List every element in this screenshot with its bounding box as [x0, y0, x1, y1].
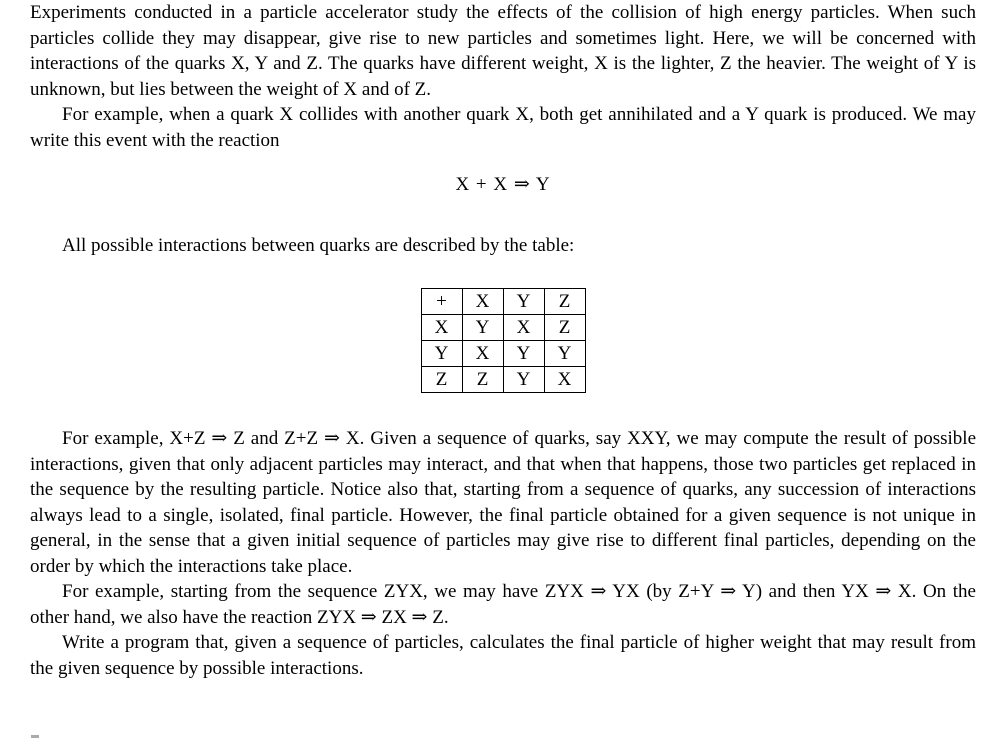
interaction-cell: X — [421, 315, 462, 341]
interaction-cell: Z — [462, 367, 503, 393]
interaction-cell: X — [462, 289, 503, 315]
interaction-table-row — [421, 341, 585, 367]
interaction-table-row — [421, 289, 585, 315]
paragraph-task: Write a program that, given a sequence of particles, calculates the final particle of higher weight that may result from the given sequence by possible interactions. — [30, 632, 976, 679]
reaction-equation: X + X ⇒ Y — [455, 174, 551, 195]
interaction-cell: X — [544, 367, 585, 393]
paragraph-table-intro: All possible interactions between quarks are described by the table: — [62, 234, 575, 256]
interaction-table-row — [421, 315, 585, 341]
interaction-cell: Z — [544, 315, 585, 341]
interaction-cell: X — [503, 315, 544, 341]
paragraph-intro: Experiments conducted in a particle accelerator study the effects of the collision of high energy particles. When such particles collide they may disappear, give rise to new particles and sometimes light. Here, we will be concerned with interactions of the quarks X, Y and Z. The quarks have different weight, X is the lighter, Z the heavier. The weight of Y is unknown, but lies between the weight of X and of Z. — [30, 2, 976, 100]
paragraph-sequence-explanation: For example, X+Z ⇒ Z and Z+Z ⇒ X. Given a sequence of quarks, say XXY, we may compute the result of possible interactions, given that only adjacent particles may interact, and that when that happens, those two particles get replaced in the sequence by the resulting particle. Notice also that, starting from a sequence of quarks, any succession of interactions always lead to a single, isolated, final particle. However, the final particle obtained for a given sequence is not unique in general, in the sense that a given initial sequence of particles may give rise to different final particles, depending on the order by which the interactions take place. — [30, 428, 976, 577]
interaction-cell: Y — [462, 315, 503, 341]
paragraph-example-collision: For example, when a quark X collides with another quark X, both get annihilated and a Y quark is produced. We may write this event with the reaction — [30, 104, 976, 151]
interaction-cell: Y — [503, 289, 544, 315]
interaction-cell: Y — [503, 367, 544, 393]
interaction-table-row — [421, 367, 585, 393]
paragraph-zyx-example: For example, starting from the sequence ZYX, we may have ZYX ⇒ YX (by Z+Y ⇒ Y) and then YX ⇒ X. On the other hand, we also have the reaction ZYX ⇒ ZX ⇒ Z. — [30, 581, 976, 628]
interaction-cell: X — [462, 341, 503, 367]
interaction-cell: + — [421, 289, 462, 315]
cutoff-text-fragment — [31, 735, 39, 738]
interaction-cell: Y — [544, 341, 585, 367]
interaction-cell: Z — [544, 289, 585, 315]
interaction-cell: Z — [421, 367, 462, 393]
interaction-cell: Y — [503, 341, 544, 367]
interaction-cell: Y — [421, 341, 462, 367]
interaction-table — [421, 288, 586, 393]
